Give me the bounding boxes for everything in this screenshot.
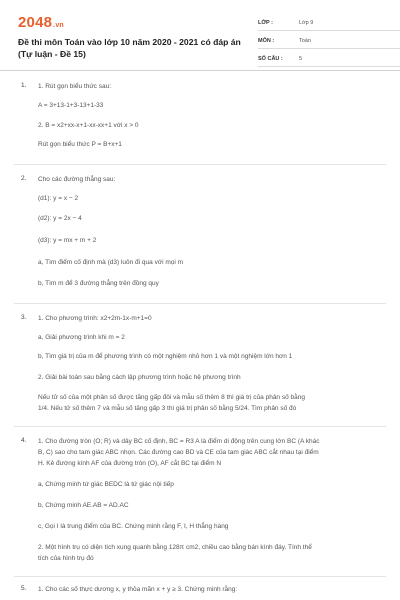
question-line: c, Gọi I là trung điểm của BC. Chứng minh rằng F, I, H thẳng hàng <box>38 523 229 530</box>
meta-label: MÔN : <box>258 38 275 44</box>
question-line: 1. Cho các số thực dương x, y thỏa mãn x + y ≥ 3. Chứng minh rằng: <box>38 586 238 593</box>
question-line: H. Kẻ đường kính AF của đường tròn (O), AF cắt BC tại điểm N <box>38 460 222 467</box>
meta-row-grade <box>258 16 400 31</box>
logo-suffix: .vn <box>53 22 64 29</box>
question-number: 3. <box>21 314 27 321</box>
question-divider <box>14 426 386 427</box>
question-line: (d1): y = x − 2 <box>38 195 79 202</box>
question-number: 5. <box>21 585 27 592</box>
document-meta <box>258 16 400 70</box>
site-logo[interactable] <box>18 14 64 31</box>
question-line: 2. Một hình trụ có diện tích xung quanh bằng 128π cm2, chiều cao bằng bán kính đáy. Tính thể <box>38 544 312 551</box>
header-divider <box>0 70 400 71</box>
logo-main: 2048 <box>18 14 53 31</box>
question-line: B, C) sao cho tam giác ABC nhọn. Các đường cao BD và CE của tam giác ABC cắt nhau tại điểm <box>38 449 319 456</box>
question-line: 1. Cho đường tròn (O; R) và dây BC cố định, BC = R3 A là điểm di động trên cung lớn BC (A khác <box>38 438 320 445</box>
question-line: b, Tìm m để 3 đường thẳng trên đồng quy <box>38 280 159 287</box>
question-line: 1. Cho phương trình: x2+2m-1x-m+1=0 <box>38 315 152 322</box>
question-line: 1/4. Nếu tử số thêm 7 và mẫu số tăng gấp 3 thì giá trị phân số bằng 5/24. Tìm phân số đó <box>38 405 297 412</box>
meta-value: Lớp 9 <box>299 20 314 26</box>
question-line: Rút gọn biểu thức P = B+x+1 <box>38 141 122 148</box>
question-line: (d3): y = mx + m + 2 <box>38 237 97 244</box>
question-line: a, Tìm điểm cố định mà (d3) luôn đi qua với mọi m <box>38 259 184 266</box>
meta-label: SỐ CÂU : <box>258 56 283 62</box>
meta-value: Toán <box>299 38 311 44</box>
meta-row-subject <box>258 34 400 49</box>
question-line: a, Giải phương trình khi m = 2 <box>38 334 125 341</box>
meta-row-count <box>258 52 400 67</box>
question-line: b, Tìm giá trị của m để phương trình có một nghiệm nhỏ hơn 1 và một nghiệm lớn hơn 1 <box>38 353 293 360</box>
question-divider <box>14 576 386 577</box>
question-line: tích của hình trụ đó <box>38 555 94 562</box>
question-line: 2. B = x2+xx-x+1-xx-xx+1 với x > 0 <box>38 122 139 129</box>
question-number: 2. <box>21 175 27 182</box>
question-line: A = 3+13-1+3-13+1-33 <box>38 102 104 109</box>
question-line: Nếu tử số của một phân số được tăng gấp đôi và mẫu số thêm 8 thì giá trị của phân số bằng <box>38 394 305 401</box>
question-number: 4. <box>21 437 27 444</box>
meta-value: 5 <box>299 56 303 62</box>
question-line: a, Chứng minh tứ giác BEDC là tứ giác nội tiếp <box>38 481 174 488</box>
question-divider <box>14 164 386 165</box>
question-line: 1. Rút gọn biểu thức sau: <box>38 83 112 90</box>
question-number: 1. <box>21 82 27 89</box>
question-line: 2. Giải bài toán sau bằng cách lập phương trình hoặc hệ phương trình <box>38 374 241 381</box>
question-line: (d2): y = 2x − 4 <box>38 215 82 222</box>
page-header <box>18 14 386 64</box>
document-title: Đề thi môn Toán vào lớp 10 năm 2020 - 2021 có đáp án (Tự luận - Đề 15) <box>18 37 241 59</box>
question-line: b, Chứng minh AE.AB = AD.AC <box>38 502 129 509</box>
question-divider <box>14 303 386 304</box>
question-line: Cho các đường thẳng sau: <box>38 176 116 183</box>
meta-label: LỚP : <box>258 20 273 26</box>
